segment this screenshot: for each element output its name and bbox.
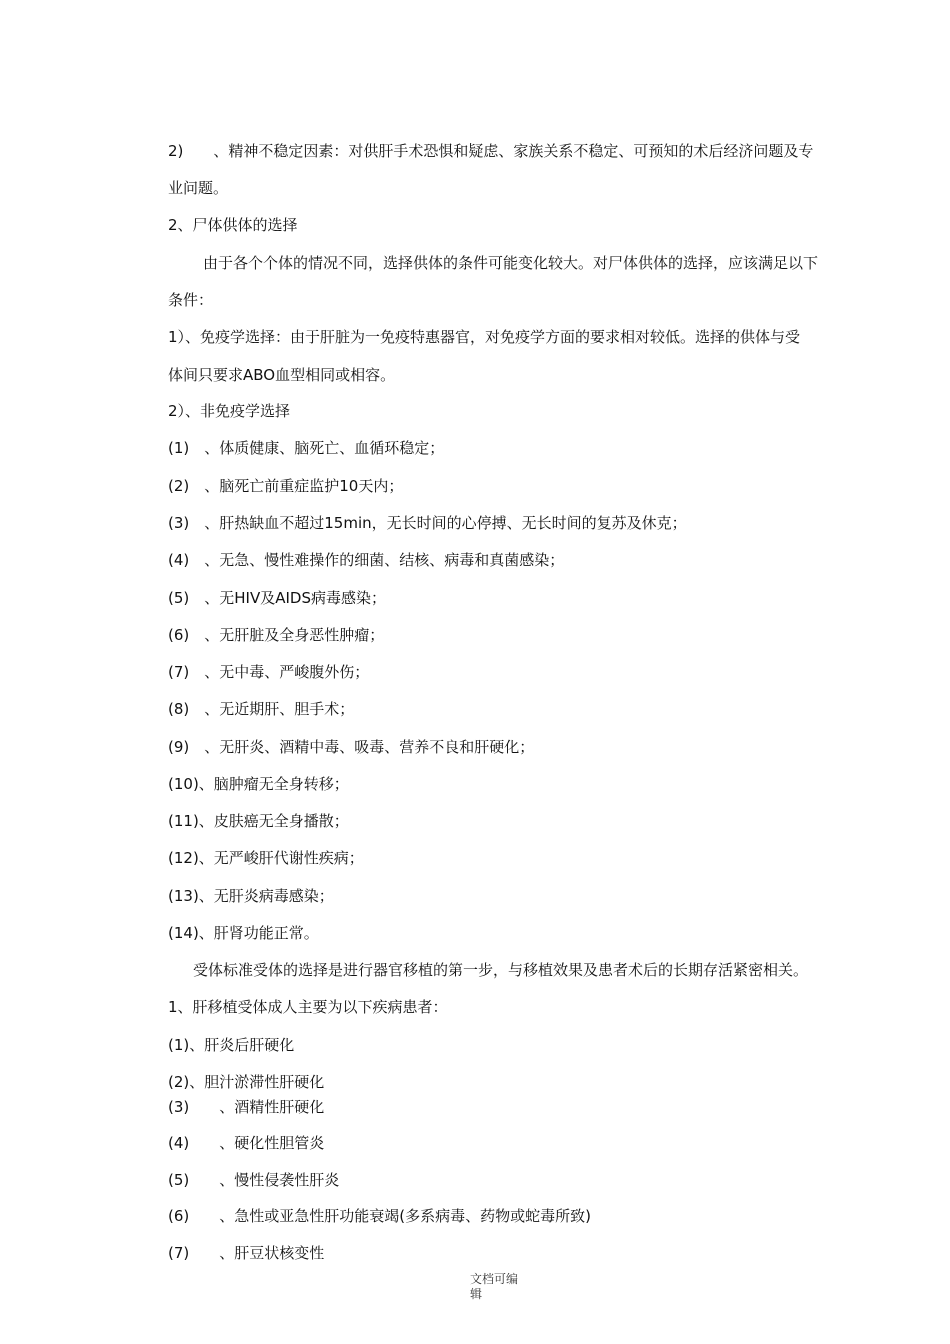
paragraph-line: 业问题。: [168, 179, 229, 197]
list-item: (12)、无严峻肝代谢性疾病；: [168, 849, 364, 867]
list-item: (9) 、无肝炎、酒精中毒、吸毒、营养不良和肝硬化；: [168, 738, 535, 756]
paragraph-line: 2) 、精神不稳定因素：对供肝手术恐惧和疑虑、家族关系不稳定、可预知的术后经济问题及专: [168, 142, 814, 160]
list-item: (13)、无肝炎病毒感染；: [168, 887, 334, 905]
list-item: (6) 、急性或亚急性肝功能衰竭(多系病毒、药物或蛇毒所致): [168, 1207, 591, 1225]
list-item: (6) 、无肝脏及全身恶性肿瘤；: [168, 626, 385, 644]
list-item: (14)、肝肾功能正常。: [168, 924, 319, 942]
list-item: (3) 、酒精性肝硬化: [168, 1098, 325, 1116]
list-item: (4) 、硬化性胆管炎: [168, 1134, 325, 1152]
list-item: (10)、脑肿瘤无全身转移；: [168, 775, 349, 793]
list-item: (2)、胆汁淤滞性肝硬化: [168, 1073, 325, 1091]
list-item: (4) 、无急、慢性难操作的细菌、结核、病毒和真菌感染；: [168, 551, 565, 569]
section-heading: 2、尸体供体的选择: [168, 216, 298, 234]
page-footer-line: 辑: [470, 1287, 483, 1301]
list-item: (11)、皮肤癌无全身播散；: [168, 812, 349, 830]
paragraph-line: 1）、免疫学选择：由于肝脏为一免疫特惠器官，对免疫学方面的要求相对较低。选择的供体与受: [168, 328, 801, 346]
paragraph-line: 体间只要求ABO血型相同或相容。: [168, 366, 396, 384]
paragraph-line: 条件：: [168, 291, 214, 309]
list-item: (2) 、脑死亡前重症监护10天内；: [168, 477, 404, 495]
page-footer-line: 文档可编: [470, 1272, 519, 1286]
list-item: (3) 、肝热缺血不超过15min，无长时间的心停搏、无长时间的复苏及休克；: [168, 514, 687, 532]
list-item: (1) 、体质健康、脑死亡、血循环稳定；: [168, 439, 445, 457]
list-item: (8) 、无近期肝、胆手术；: [168, 700, 355, 718]
list-item: (1)、肝炎后肝硬化: [168, 1036, 295, 1054]
list-item: (5) 、慢性侵袭性肝炎: [168, 1171, 340, 1189]
paragraph-line: 受体标准受体的选择是进行器官移植的第一步，与移植效果及患者术后的长期存活紧密相关。: [193, 961, 809, 979]
list-item: (5) 、无HIV及AIDS病毒感染；: [168, 589, 386, 607]
list-item: (7) 、无中毒、严峻腹外伤；: [168, 663, 370, 681]
paragraph-line: 由于各个个体的情况不同，选择供体的条件可能变化较大。对尸体供体的选择，应该满足以下: [203, 254, 819, 272]
list-item: (7) 、肝豆状核变性: [168, 1244, 325, 1262]
list-item: 2）、非免疫学选择: [168, 402, 291, 420]
section-heading: 1、肝移植受体成人主要为以下疾病患者：: [168, 998, 448, 1016]
